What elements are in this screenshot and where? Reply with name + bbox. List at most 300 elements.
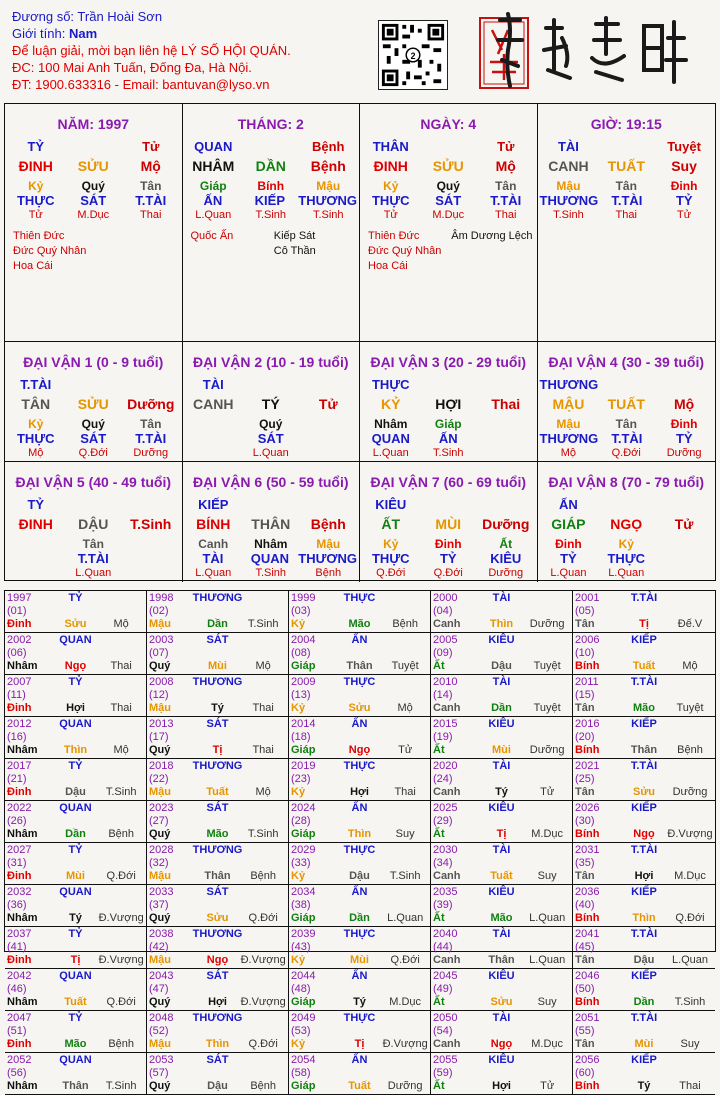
pillar-value bbox=[477, 377, 535, 396]
pillar-row-r2 bbox=[540, 396, 714, 417]
year-cell bbox=[573, 717, 715, 759]
year-row-bottom bbox=[575, 912, 713, 925]
year-label: 2054 (58) bbox=[291, 1054, 316, 1079]
pillar-value: T.TÀI bbox=[77, 551, 109, 566]
year-cell bbox=[431, 717, 573, 759]
year-label: 2034 (38) bbox=[291, 886, 316, 911]
ten-god: ẤN bbox=[351, 1054, 368, 1066]
year-label: 2005 (09) bbox=[433, 634, 458, 659]
year-label: 2050 (54) bbox=[433, 1012, 458, 1037]
pillar-row-r1 bbox=[185, 497, 358, 516]
pillar-value: TÝ bbox=[261, 396, 280, 412]
year-row-bottom bbox=[291, 870, 428, 883]
year-label: 2033 (37) bbox=[149, 886, 174, 911]
year-label: 2026 (30) bbox=[575, 802, 600, 827]
heavenly-stem: Canh bbox=[433, 1038, 461, 1050]
year-row-top bbox=[7, 886, 144, 912]
ten-god: KIÊU bbox=[488, 970, 515, 982]
pillar-title: ĐẠI VẬN 1 (0 - 9 tuổi) bbox=[23, 354, 164, 370]
pillar-value: T.TÀI bbox=[20, 377, 52, 392]
year-label: 2047 (51) bbox=[7, 1012, 32, 1037]
pillar-row-r5 bbox=[7, 209, 180, 223]
year-row-top bbox=[7, 970, 144, 996]
pillar-value: Nhâm bbox=[374, 417, 408, 431]
pillar-cell bbox=[5, 342, 183, 462]
year-row-bottom bbox=[433, 786, 570, 799]
year-cell bbox=[431, 885, 573, 927]
pillar-row-r5 bbox=[540, 567, 714, 581]
pillar-value: THƯƠNG bbox=[298, 551, 357, 566]
pillar-value: T.Sinh bbox=[255, 567, 287, 579]
year-label: 2015 (19) bbox=[433, 718, 458, 743]
year-row-bottom bbox=[149, 744, 286, 757]
year-label: 2040 (44) bbox=[433, 928, 458, 953]
life-stage: Đế.V bbox=[677, 618, 703, 630]
pillar-title: ĐẠI VẬN 8 (70 - 79 tuổi) bbox=[548, 474, 705, 490]
pillar-value: THÂN bbox=[372, 139, 409, 154]
pillar-row-r1 bbox=[7, 497, 180, 516]
qr-code-icon[interactable] bbox=[378, 20, 448, 90]
pillar-value: SỬU bbox=[77, 396, 109, 412]
pillar-value: GIÁP bbox=[551, 516, 586, 532]
year-cell bbox=[147, 591, 289, 633]
pillar-value: ẤT bbox=[381, 516, 401, 532]
ten-god: TỶ bbox=[68, 760, 83, 772]
ten-god: KIÊU bbox=[488, 1054, 515, 1066]
pillar-row-r5 bbox=[540, 209, 714, 223]
ten-god: KIẾP bbox=[631, 970, 657, 982]
earthly-branch: Tị bbox=[354, 1038, 365, 1050]
year-row-top bbox=[575, 886, 713, 912]
pillar-row-r5 bbox=[185, 567, 358, 581]
auxiliary-star: Thiên Đức bbox=[368, 230, 420, 242]
year-row-bottom bbox=[7, 1038, 144, 1051]
ten-god: KIẾP bbox=[631, 718, 657, 730]
year-row-top bbox=[433, 718, 570, 744]
heavenly-stem: Tân bbox=[575, 1038, 595, 1050]
year-row-bottom bbox=[575, 702, 713, 715]
year-spacer bbox=[382, 1054, 428, 1080]
pillar-value: ẤN bbox=[203, 193, 223, 208]
year-row-top bbox=[149, 634, 286, 660]
pillar-cell bbox=[5, 104, 183, 342]
pillar-value: Kỷ bbox=[383, 179, 399, 193]
year-cell bbox=[573, 969, 715, 1011]
sex-line: Giới tính: Nam bbox=[12, 26, 98, 41]
earthly-branch: Hợi bbox=[66, 702, 85, 714]
year-row-top bbox=[433, 760, 570, 786]
earthly-branch: Mùi bbox=[350, 954, 369, 966]
year-spacer bbox=[524, 886, 570, 912]
pillar-row-r2 bbox=[540, 158, 714, 179]
pillar-value: Nhâm bbox=[254, 537, 288, 551]
year-row-bottom bbox=[291, 828, 428, 841]
year-row-top bbox=[149, 886, 286, 912]
earthly-branch: Tý bbox=[211, 702, 224, 714]
life-stage: Dưỡng bbox=[529, 744, 565, 756]
pillar-value: Mậu bbox=[316, 537, 341, 551]
year-row-bottom bbox=[291, 996, 428, 1009]
year-row-bottom bbox=[149, 870, 286, 883]
pillar-value: Q.Đới bbox=[78, 447, 108, 459]
pillar-row-r2 bbox=[362, 516, 535, 537]
pillar-value: T.TÀI bbox=[135, 193, 167, 208]
year-cell bbox=[147, 843, 289, 885]
year-cell bbox=[573, 801, 715, 843]
heavenly-stem: Bính bbox=[575, 912, 600, 924]
heavenly-stem: Bính bbox=[575, 744, 600, 756]
heavenly-stem: Quý bbox=[149, 912, 171, 924]
pillar-value bbox=[420, 139, 478, 158]
heavenly-stem: Bính bbox=[575, 1080, 600, 1092]
pillar-value: THƯƠNG bbox=[539, 377, 599, 392]
year-cell bbox=[431, 1053, 573, 1095]
year-spacer bbox=[667, 1012, 713, 1038]
pillar-value bbox=[7, 537, 65, 551]
year-label: 2004 (08) bbox=[291, 634, 316, 659]
pillar-value: Q.Đới bbox=[376, 567, 406, 579]
earthly-branch: Mão bbox=[633, 702, 655, 714]
year-row-bottom bbox=[291, 912, 428, 925]
year-row-top bbox=[7, 844, 144, 870]
year-cell bbox=[573, 1053, 715, 1095]
year-row-top bbox=[149, 802, 286, 828]
year-label: 2016 (20) bbox=[575, 718, 600, 743]
pillar-value: TỶ bbox=[560, 551, 577, 566]
pillar-row-r4 bbox=[540, 431, 714, 447]
pillar-value: Dưỡng bbox=[482, 516, 530, 532]
auxiliary-star: Thiên Đức bbox=[13, 230, 65, 242]
heavenly-stem: Mậu bbox=[149, 786, 171, 798]
year-cell bbox=[147, 801, 289, 843]
year-spacer bbox=[524, 844, 570, 870]
earthly-branch: Ngọ bbox=[490, 1038, 513, 1050]
year-spacer bbox=[524, 718, 570, 744]
year-label: 2028 (32) bbox=[149, 844, 174, 869]
year-cell bbox=[431, 633, 573, 675]
year-row-top bbox=[575, 634, 713, 660]
year-row-bottom bbox=[7, 744, 144, 757]
year-label: 2003 (07) bbox=[149, 634, 174, 659]
year-spacer bbox=[382, 760, 428, 786]
earthly-branch: Tị bbox=[70, 954, 81, 966]
year-spacer bbox=[667, 760, 713, 786]
pillar-value bbox=[477, 431, 535, 447]
pillar-cell bbox=[538, 462, 716, 582]
pillar-value: Đinh bbox=[670, 417, 698, 431]
auxiliary-star: Quốc Ấn bbox=[190, 230, 234, 242]
pillar-value: ĐINH bbox=[373, 158, 408, 174]
year-label: 2048 (52) bbox=[149, 1012, 174, 1037]
year-row-bottom bbox=[433, 1080, 570, 1093]
pillar-value: KIẾP bbox=[254, 193, 286, 208]
year-spacer bbox=[242, 592, 286, 618]
year-label: 2002 (06) bbox=[7, 634, 32, 659]
year-spacer bbox=[667, 676, 713, 702]
year-row-top bbox=[7, 718, 144, 744]
pillar-value: THỰC bbox=[371, 377, 410, 392]
year-row-top bbox=[7, 634, 144, 660]
pillar-row-r2 bbox=[540, 516, 714, 537]
year-cell bbox=[5, 1053, 147, 1095]
earthly-branch: Thìn bbox=[489, 618, 514, 630]
pillar-value: Quý bbox=[436, 179, 460, 193]
year-cell bbox=[147, 717, 289, 759]
pillar-value: KỶ bbox=[381, 396, 401, 412]
ten-god: T.TÀI bbox=[630, 592, 658, 604]
pillar-row-r5 bbox=[362, 209, 535, 223]
pillar-value bbox=[300, 447, 358, 461]
pillar-value: CANH bbox=[193, 396, 234, 412]
pillar-row-r1 bbox=[185, 139, 358, 158]
year-label: 2053 (57) bbox=[149, 1054, 174, 1079]
year-cell bbox=[5, 675, 147, 717]
earthly-branch: Tý bbox=[69, 912, 82, 924]
pillar-title: THÁNG: 2 bbox=[237, 116, 304, 132]
year-row-bottom bbox=[7, 954, 144, 967]
life-stage: Bệnh bbox=[677, 744, 703, 756]
year-spacer bbox=[667, 634, 713, 660]
pillar-cell bbox=[183, 104, 361, 342]
ten-god: THỰC bbox=[343, 928, 376, 940]
life-stage: T.Sinh bbox=[674, 996, 706, 1008]
year-row-bottom bbox=[7, 1080, 144, 1093]
year-label: 2021 (25) bbox=[575, 760, 600, 785]
year-row-bottom bbox=[7, 828, 144, 841]
year-row-bottom bbox=[575, 954, 713, 967]
year-cell bbox=[431, 1011, 573, 1053]
pillar-value: ĐINH bbox=[18, 516, 53, 532]
year-row-top bbox=[291, 928, 428, 954]
pillar-row-r4 bbox=[362, 193, 535, 209]
year-cell bbox=[289, 885, 431, 927]
owner-line: Đương số: Trần Hoài Sơn bbox=[12, 9, 163, 24]
ten-god: TỶ bbox=[68, 1012, 83, 1024]
earthly-branch: Thìn bbox=[205, 1038, 230, 1050]
year-label: 2010 (14) bbox=[433, 676, 458, 701]
life-stage: T.Sinh bbox=[389, 870, 421, 882]
year-row-top bbox=[433, 844, 570, 870]
ten-god: THỰC bbox=[343, 592, 376, 604]
year-label: 1997 (01) bbox=[7, 592, 32, 617]
year-cell bbox=[147, 675, 289, 717]
pillar-row-r5 bbox=[362, 567, 535, 581]
pillar-value bbox=[300, 417, 358, 431]
ten-god: THƯƠNG bbox=[192, 844, 243, 856]
pillar-value: ĐINH bbox=[18, 158, 53, 174]
ten-god: KIÊU bbox=[488, 634, 515, 646]
pillar-value: SÁT bbox=[435, 193, 462, 208]
pillar-value bbox=[242, 497, 300, 516]
year-label: 2009 (13) bbox=[291, 676, 316, 701]
year-row-bottom bbox=[575, 1080, 713, 1093]
life-stage: Thai bbox=[110, 660, 132, 672]
year-row-bottom bbox=[7, 618, 144, 631]
year-spacer bbox=[524, 760, 570, 786]
pillar-value: Quý bbox=[259, 417, 283, 431]
year-label: 2038 (42) bbox=[149, 928, 174, 953]
pillar-value: T.Sinh bbox=[553, 209, 584, 221]
pillar-cell bbox=[538, 104, 716, 342]
life-stage: Mộ bbox=[682, 660, 698, 672]
ten-god: THỰC bbox=[343, 760, 376, 772]
pillar-value bbox=[655, 551, 713, 567]
pillar-row-r3 bbox=[540, 537, 714, 551]
year-label: 2031 (35) bbox=[575, 844, 600, 869]
pillar-row-r2 bbox=[362, 158, 535, 179]
pillar-value: THỰC bbox=[371, 551, 410, 566]
ten-god: TÀI bbox=[492, 592, 511, 604]
life-stage: Dưỡng bbox=[387, 1080, 423, 1092]
pillar-cell bbox=[183, 342, 361, 462]
pillar-title: ĐẠI VẬN 7 (60 - 69 tuổi) bbox=[370, 474, 527, 490]
year-row-top bbox=[291, 970, 428, 996]
earthly-branch: Tuất bbox=[206, 786, 229, 798]
heavenly-stem: Mậu bbox=[149, 702, 171, 714]
life-stage: L.Quan bbox=[671, 954, 709, 966]
year-row-top bbox=[433, 886, 570, 912]
earthly-branch: Dậu bbox=[491, 660, 512, 672]
pillar-row-r4 bbox=[185, 431, 358, 447]
pillar-value bbox=[655, 567, 713, 581]
year-row-bottom bbox=[433, 996, 570, 1009]
year-row-top bbox=[291, 886, 428, 912]
earthly-branch: Ngọ bbox=[206, 954, 229, 966]
earthly-branch: Ngọ bbox=[633, 828, 655, 840]
year-row-top bbox=[149, 592, 286, 618]
ten-god: T.TÀI bbox=[630, 928, 658, 940]
earthly-branch: Hợi bbox=[634, 870, 654, 882]
earthly-branch: Tý bbox=[353, 996, 366, 1008]
year-row-top bbox=[433, 802, 570, 828]
year-label: 2037 (41) bbox=[7, 928, 32, 953]
pillar-value: Đinh bbox=[670, 179, 698, 193]
year-spacer bbox=[382, 592, 428, 618]
earthly-branch: Dậu bbox=[207, 1080, 228, 1092]
pillar-title: GIỜ: 19:15 bbox=[590, 116, 662, 132]
pillar-value: Giáp bbox=[199, 179, 227, 193]
year-spacer bbox=[524, 1012, 570, 1038]
ten-god: TỶ bbox=[68, 676, 83, 688]
pillar-cell bbox=[360, 462, 538, 582]
pillar-value: Quý bbox=[81, 179, 105, 193]
pillar-value: THỰC bbox=[16, 431, 55, 446]
year-row-top bbox=[7, 928, 144, 954]
pillar-value: DẦN bbox=[255, 158, 286, 174]
year-label: 2014 (18) bbox=[291, 718, 316, 743]
year-cell bbox=[5, 885, 147, 927]
year-row-top bbox=[291, 802, 428, 828]
year-spacer bbox=[667, 928, 713, 954]
pillar-value: ẤN bbox=[559, 497, 578, 512]
pillar-value: Mộ bbox=[673, 396, 695, 412]
auxiliary-stars-right bbox=[274, 229, 357, 259]
address-line: ĐC: 100 Mai Anh Tuấn, Đống Đa, Hà Nội. bbox=[12, 60, 252, 75]
ten-god: TÀI bbox=[492, 760, 511, 772]
year-row-bottom bbox=[433, 702, 570, 715]
ten-god: TỶ bbox=[68, 844, 83, 856]
pillar-value: Bệnh bbox=[310, 516, 346, 532]
heavenly-stem: Giáp bbox=[291, 1080, 316, 1092]
ten-god: QUAN bbox=[59, 802, 92, 814]
pillar-value: Mậu bbox=[556, 179, 581, 193]
pillar-value: L.Quan bbox=[550, 567, 587, 579]
year-cell bbox=[5, 759, 147, 801]
year-row-top bbox=[575, 760, 713, 786]
pillar-value bbox=[7, 551, 65, 567]
year-row-bottom bbox=[575, 996, 713, 1009]
life-stage: Đ.Vượng bbox=[240, 996, 286, 1008]
year-cell bbox=[289, 843, 431, 885]
earthly-branch: Tị bbox=[639, 618, 649, 630]
pillar-value bbox=[655, 497, 713, 516]
pillar-title: NĂM: 1997 bbox=[57, 116, 130, 132]
pillar-row-r1 bbox=[362, 377, 535, 396]
life-stage: Bệnh bbox=[250, 870, 277, 882]
pillar-value: Đinh bbox=[434, 537, 462, 551]
year-spacer bbox=[98, 844, 144, 870]
year-spacer bbox=[98, 970, 144, 996]
pillar-value: T.TÀI bbox=[611, 431, 643, 446]
pillar-row-r3 bbox=[7, 417, 180, 431]
year-row-top bbox=[575, 1054, 713, 1080]
year-row-bottom bbox=[149, 828, 286, 841]
earthly-branch: Dần bbox=[633, 996, 655, 1008]
pillar-value: M.Dục bbox=[432, 209, 465, 221]
earthly-branch: Dần bbox=[65, 828, 86, 840]
pillar-value bbox=[7, 567, 65, 581]
pillar-value: Tân bbox=[615, 179, 637, 193]
year-cell bbox=[573, 633, 715, 675]
pillar-value bbox=[300, 497, 358, 516]
year-label: 2044 (48) bbox=[291, 970, 316, 995]
contact-line: Để luận giải, mời bạn liên hệ LÝ SỐ HỘI QUÁN. bbox=[12, 43, 291, 58]
pillar-row-r1 bbox=[362, 497, 535, 516]
year-label: 2022 (26) bbox=[7, 802, 32, 827]
year-row-top bbox=[149, 844, 286, 870]
life-stage: Đ.Vượng bbox=[382, 1038, 428, 1050]
life-stage: Đ.Vượng bbox=[98, 954, 144, 966]
year-row-top bbox=[149, 676, 286, 702]
year-cell bbox=[5, 1011, 147, 1053]
year-spacer bbox=[524, 802, 570, 828]
year-row-bottom bbox=[433, 828, 570, 841]
pillar-value: T.Sinh bbox=[432, 447, 464, 459]
year-spacer bbox=[240, 634, 286, 660]
pillar-value: Bính bbox=[257, 179, 285, 193]
life-stage: Q.Đới bbox=[390, 954, 420, 966]
auxiliary-star: Hoa Cái bbox=[13, 260, 53, 272]
life-stage: Mộ bbox=[113, 744, 129, 756]
ten-god: ẤN bbox=[351, 718, 368, 730]
ten-god: QUAN bbox=[59, 1054, 92, 1066]
life-stage: T.Sinh bbox=[247, 618, 279, 630]
pillar-cell bbox=[360, 104, 538, 342]
year-row-bottom bbox=[291, 660, 428, 673]
pillar-title: ĐẠI VẬN 2 (10 - 19 tuổi) bbox=[192, 354, 349, 370]
earthly-branch: Mùi bbox=[634, 1038, 654, 1050]
year-cell bbox=[5, 927, 147, 969]
year-label: 2041 (45) bbox=[575, 928, 600, 953]
year-cell bbox=[5, 801, 147, 843]
heavenly-stem: Mậu bbox=[149, 870, 171, 882]
ten-god: KIẾP bbox=[631, 886, 657, 898]
life-stage: Thai bbox=[394, 786, 416, 798]
heavenly-stem: Nhâm bbox=[7, 744, 38, 756]
year-cell bbox=[289, 801, 431, 843]
life-stage: T.Sinh bbox=[247, 828, 279, 840]
year-spacer bbox=[667, 592, 713, 618]
